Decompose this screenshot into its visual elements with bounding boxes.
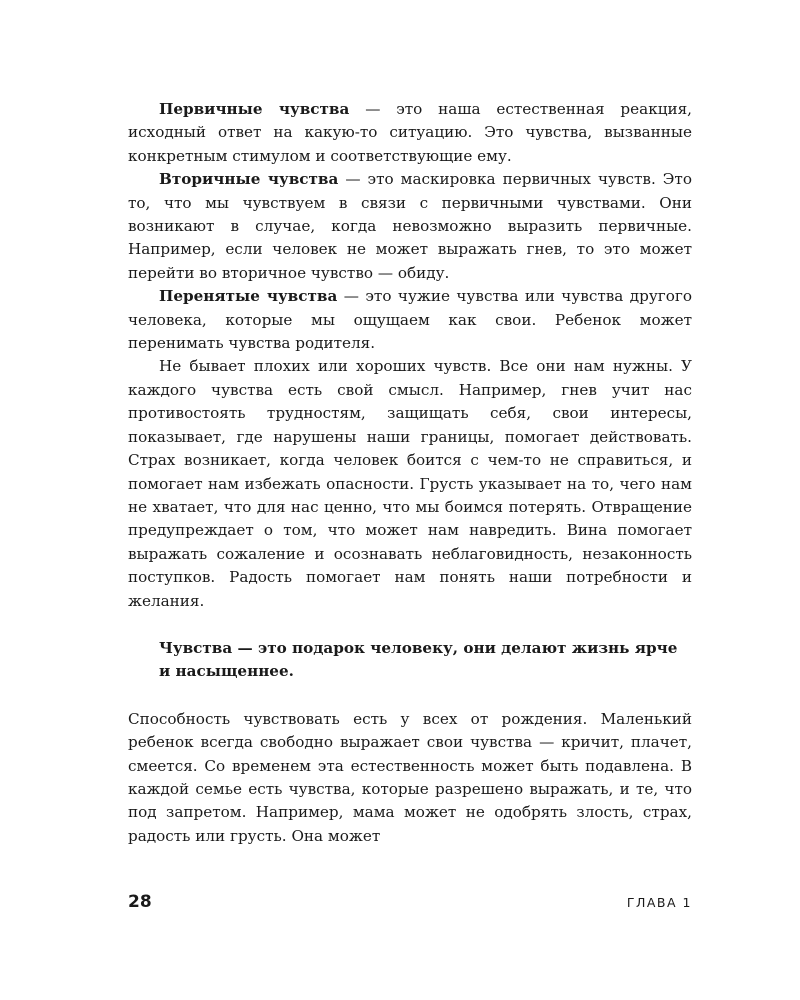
definition-primary-feelings: — это наша естественная реакция, исходный ответ на какую-то ситуацию. Это чувства, вызванные конкретным стимулом и соответствующие ему. <box>128 100 692 165</box>
term-secondary-feelings: Вторичные чувства <box>159 170 339 189</box>
paragraph-secondary-feelings <box>128 168 692 285</box>
definition-adopted-feelings: — это чужие чувства или чувства другого человека, которые мы ощущаем как свои. Ребенок может перенимать чувства родителя. <box>128 287 693 353</box>
term-primary-feelings: Первичные чувства <box>159 100 350 118</box>
page-body <box>128 98 692 848</box>
paragraph-primary-feelings <box>128 98 692 168</box>
paragraph-adopted-feelings <box>128 285 692 355</box>
page-footer <box>128 892 692 912</box>
callout-quote: Чувства — это подарок человеку, они делают жизнь ярче и насыщеннее. <box>159 638 678 681</box>
page-number: 28 <box>128 892 152 912</box>
paragraph-ability-to-feel: Способность чувствовать есть у всех от рождения. Маленький ребенок всегда свободно выражает свои чувства — кричит, плачет, смеется. Со временем эта естественность может быть подавлена. В каждой семье есть чувства, которые разрешено выражать, и те, что под запретом. Например, мама может не одобрять злость, страх, радость или грусть. Она может <box>128 709 692 845</box>
term-adopted-feelings: Перенятые чувства <box>159 287 338 306</box>
running-footer-chapter: ГЛАВА 1 <box>626 895 692 910</box>
definition-secondary-feelings: — это маскировка первичных чувств. Это то, что мы чувствуем в связи с первичными чувствами. Они возникают в случае, когда невозможно выразить первичные. Например, если человек не может выражать гнев, то это может перейти во вторичное чувство — обиду. <box>128 170 692 282</box>
paragraph-no-bad-feelings: Не бывает плохих или хороших чувств. Все они нам нужны. У каждого чувства есть свой смысл. Например, гнев учит нас противостоять трудностям, защищать себя, свои интересы, показывает, где нарушены наши границы, помогает действовать. Страх возникает, когда человек боится с чем-то не справиться, и помогает нам избежать опасности. Грусть указывает на то, чего нам не хватает, что для нас ценно, что мы боимся потерять. Отвращение предупреждает о том, что может нам навредить. Вина помогает выражать сожаление и осознавать неблаговидность, незаконность поступков. Радость помогает нам понять наши потребности и желания. <box>128 357 692 610</box>
